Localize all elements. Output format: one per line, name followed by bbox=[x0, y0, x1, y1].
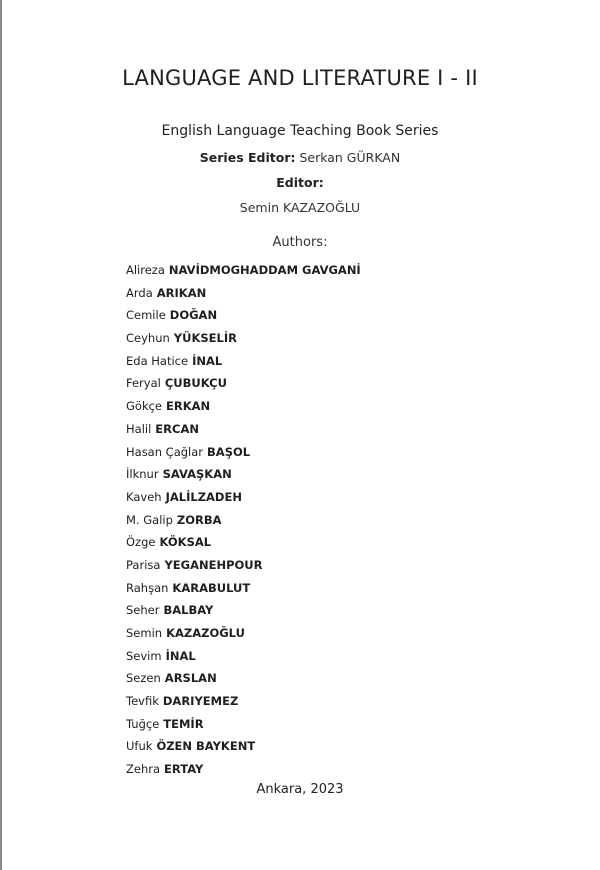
author-last-name: BAŞOL bbox=[207, 444, 251, 459]
author-last-name: KÖKSAL bbox=[159, 535, 212, 550]
series-editor-line bbox=[0, 150, 600, 165]
author-first-name: Tevfik bbox=[126, 694, 159, 709]
author-first-name: Hasan Çağlar bbox=[126, 444, 204, 459]
authors-label: Authors: bbox=[272, 235, 328, 250]
author-item bbox=[126, 423, 361, 446]
author-last-name: YEGANEHPOUR bbox=[164, 557, 263, 572]
author-first-name: İlknur bbox=[126, 467, 159, 482]
author-last-name: ERTAY bbox=[164, 762, 204, 777]
author-first-name: Rahşan bbox=[126, 580, 169, 595]
author-last-name: JALİLZADEH bbox=[165, 489, 242, 504]
author-item bbox=[126, 559, 361, 582]
series-editor-label: Series Editor: bbox=[199, 150, 296, 165]
author-last-name: DOĞAN bbox=[169, 308, 218, 323]
author-item bbox=[126, 627, 361, 650]
author-item bbox=[126, 377, 361, 400]
author-first-name: Parisa bbox=[126, 557, 161, 572]
series-editor-name: Serkan GÜRKAN bbox=[299, 150, 401, 165]
author-item bbox=[126, 740, 361, 763]
author-first-name: Seher bbox=[126, 603, 160, 618]
author-last-name: ZORBA bbox=[176, 512, 222, 527]
author-item bbox=[126, 264, 361, 287]
author-last-name: KARABULUT bbox=[172, 580, 251, 595]
author-first-name: Halil bbox=[126, 421, 152, 436]
author-item bbox=[126, 672, 361, 695]
author-first-name: Arda bbox=[126, 285, 153, 300]
author-last-name: ERKAN bbox=[166, 399, 211, 414]
author-item bbox=[126, 446, 361, 469]
author-last-name: BALBAY bbox=[163, 603, 214, 618]
author-first-name: Ufuk bbox=[126, 739, 153, 754]
author-item bbox=[126, 536, 361, 559]
author-item bbox=[126, 582, 361, 605]
author-first-name: Tuğçe bbox=[126, 716, 160, 731]
series-name: English Language Teaching Book Series bbox=[161, 123, 439, 139]
author-last-name: ERCAN bbox=[155, 421, 199, 436]
author-item bbox=[126, 491, 361, 514]
author-item bbox=[126, 332, 361, 355]
author-first-name: Sevim bbox=[126, 648, 162, 663]
author-last-name: DARIYEMEZ bbox=[162, 694, 239, 709]
author-item bbox=[126, 355, 361, 378]
author-list bbox=[126, 264, 361, 786]
author-first-name: Eda Hatice bbox=[126, 353, 189, 368]
author-first-name: Sezen bbox=[126, 671, 161, 686]
author-first-name: Özge bbox=[126, 535, 156, 550]
author-first-name: Alireza bbox=[126, 263, 165, 277]
author-last-name: KAZAZOĞLU bbox=[166, 626, 245, 640]
author-last-name: ARIKAN bbox=[156, 285, 207, 300]
author-first-name: Zehra bbox=[126, 762, 161, 777]
author-first-name: Semin bbox=[126, 626, 163, 640]
author-item bbox=[126, 309, 361, 332]
book-title: LANGUAGE AND LITERATURE I - II bbox=[122, 66, 478, 90]
author-last-name: NAVİDMOGHADDAM GAVGANİ bbox=[168, 263, 361, 277]
author-last-name: İNAL bbox=[165, 648, 196, 663]
author-first-name: Cemile bbox=[126, 308, 166, 323]
author-item bbox=[126, 604, 361, 627]
author-item bbox=[126, 287, 361, 310]
author-first-name: Gökçe bbox=[126, 399, 163, 414]
author-item bbox=[126, 400, 361, 423]
author-item bbox=[126, 718, 361, 741]
author-item bbox=[126, 468, 361, 491]
author-last-name: YÜKSELİR bbox=[173, 331, 237, 346]
author-last-name: ARSLAN bbox=[164, 671, 217, 686]
author-last-name: ÖZEN BAYKENT bbox=[156, 739, 256, 754]
author-first-name: Kaveh bbox=[126, 489, 162, 504]
author-last-name: SAVAŞKAN bbox=[162, 467, 232, 482]
author-item bbox=[126, 695, 361, 718]
author-last-name: TEMİR bbox=[163, 716, 204, 731]
author-first-name: M. Galip bbox=[126, 512, 173, 527]
place-and-date: Ankara, 2023 bbox=[256, 782, 344, 797]
author-item bbox=[126, 514, 361, 537]
author-first-name: Ceyhun bbox=[126, 331, 170, 346]
author-last-name: ÇUBUKÇU bbox=[164, 376, 227, 391]
editor-name: Semin KAZAZOĞLU bbox=[239, 200, 361, 215]
author-last-name: İNAL bbox=[192, 353, 223, 368]
author-item bbox=[126, 650, 361, 673]
author-first-name: Feryal bbox=[126, 376, 161, 391]
editor-label: Editor: bbox=[276, 175, 324, 190]
